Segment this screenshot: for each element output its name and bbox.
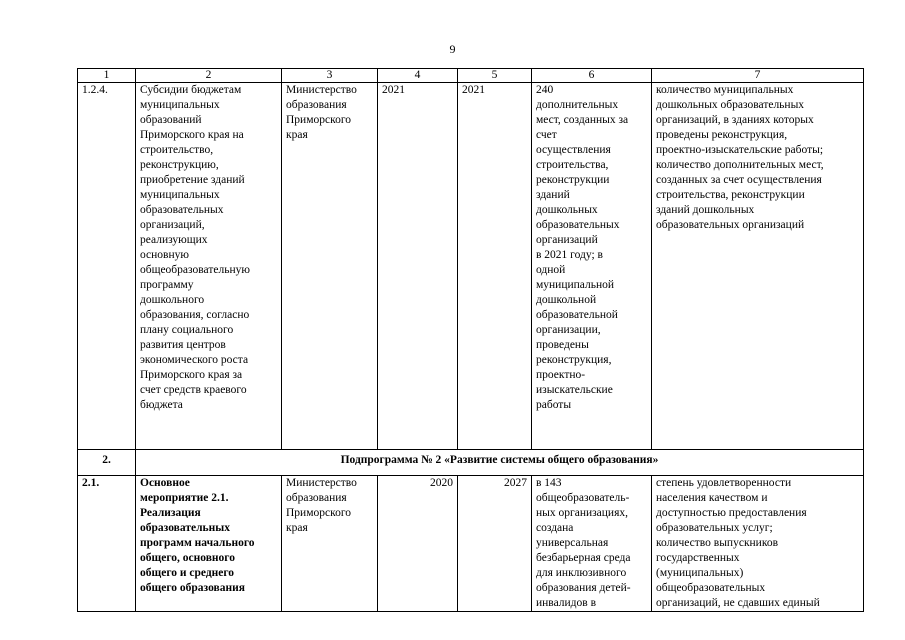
program-table [77,68,864,612]
subprogram-row [78,450,864,476]
expected-result: в 143 общеобразователь- ных организациях, создана универсальная безбарьерная среда для инклюзивного образования детей- инвалидов в [532,476,652,612]
executor: Министерство образования Приморского края [282,476,378,612]
expected-result: 240 дополнительных мест, созданных за счет осуществления строительства, реконструкции зданий дошкольных образовательных организаций в 2021 году; в одной муниципальной дошкольной образовательной организации, проведены реконструкция, проектно- изыскательские работы [532,83,652,450]
executor: Министерство образования Приморского края [282,83,378,450]
table-row [78,476,864,612]
table-row [78,83,864,450]
column-number: 3 [282,69,378,83]
indicator: количество муниципальных дошкольных образовательных организаций, в зданиях которых проведены реконструкция, проектно-изыскательские работы; количество дополнительных мест, созданных за счет осуществления строительства, реконструкции зданий дошкольных образовательных организаций [652,83,864,450]
row-code: 2.1. [78,476,136,612]
end-year: 2027 [458,476,532,612]
column-number: 1 [78,69,136,83]
page-number: 9 [449,42,456,56]
indicator: степень удовлетворенности населения качеством и доступностью предоставления образовательных услуг; количество выпускников государственных (муниципальных) общеобразовательных организаций, не сдавших единый [652,476,864,612]
column-number: 5 [458,69,532,83]
row-code: 2. [78,450,136,476]
measure-name: Субсидии бюджетам муниципальных образований Приморского края на строительство, реконструкцию, приобретение зданий муниципальных образовательных организаций, реализующих основную общеобразовательную программу дошкольного образования, согласно плану социального развития центров экономического роста Приморского края за счет средств краевого бюджета [136,83,282,450]
column-number: 6 [532,69,652,83]
start-year: 2021 [378,83,458,450]
column-number: 2 [136,69,282,83]
subprogram-title: Подпрограмма № 2 «Развитие системы общего образования» [136,450,864,476]
row-code: 1.2.4. [78,83,136,450]
measure-name: Основное мероприятие 2.1. Реализация образовательных программ начального общего, основного общего и среднего общего образования [136,476,282,612]
end-year: 2021 [458,83,532,450]
column-number-row [78,69,864,83]
column-number: 7 [652,69,864,83]
column-number: 4 [378,69,458,83]
start-year: 2020 [378,476,458,612]
